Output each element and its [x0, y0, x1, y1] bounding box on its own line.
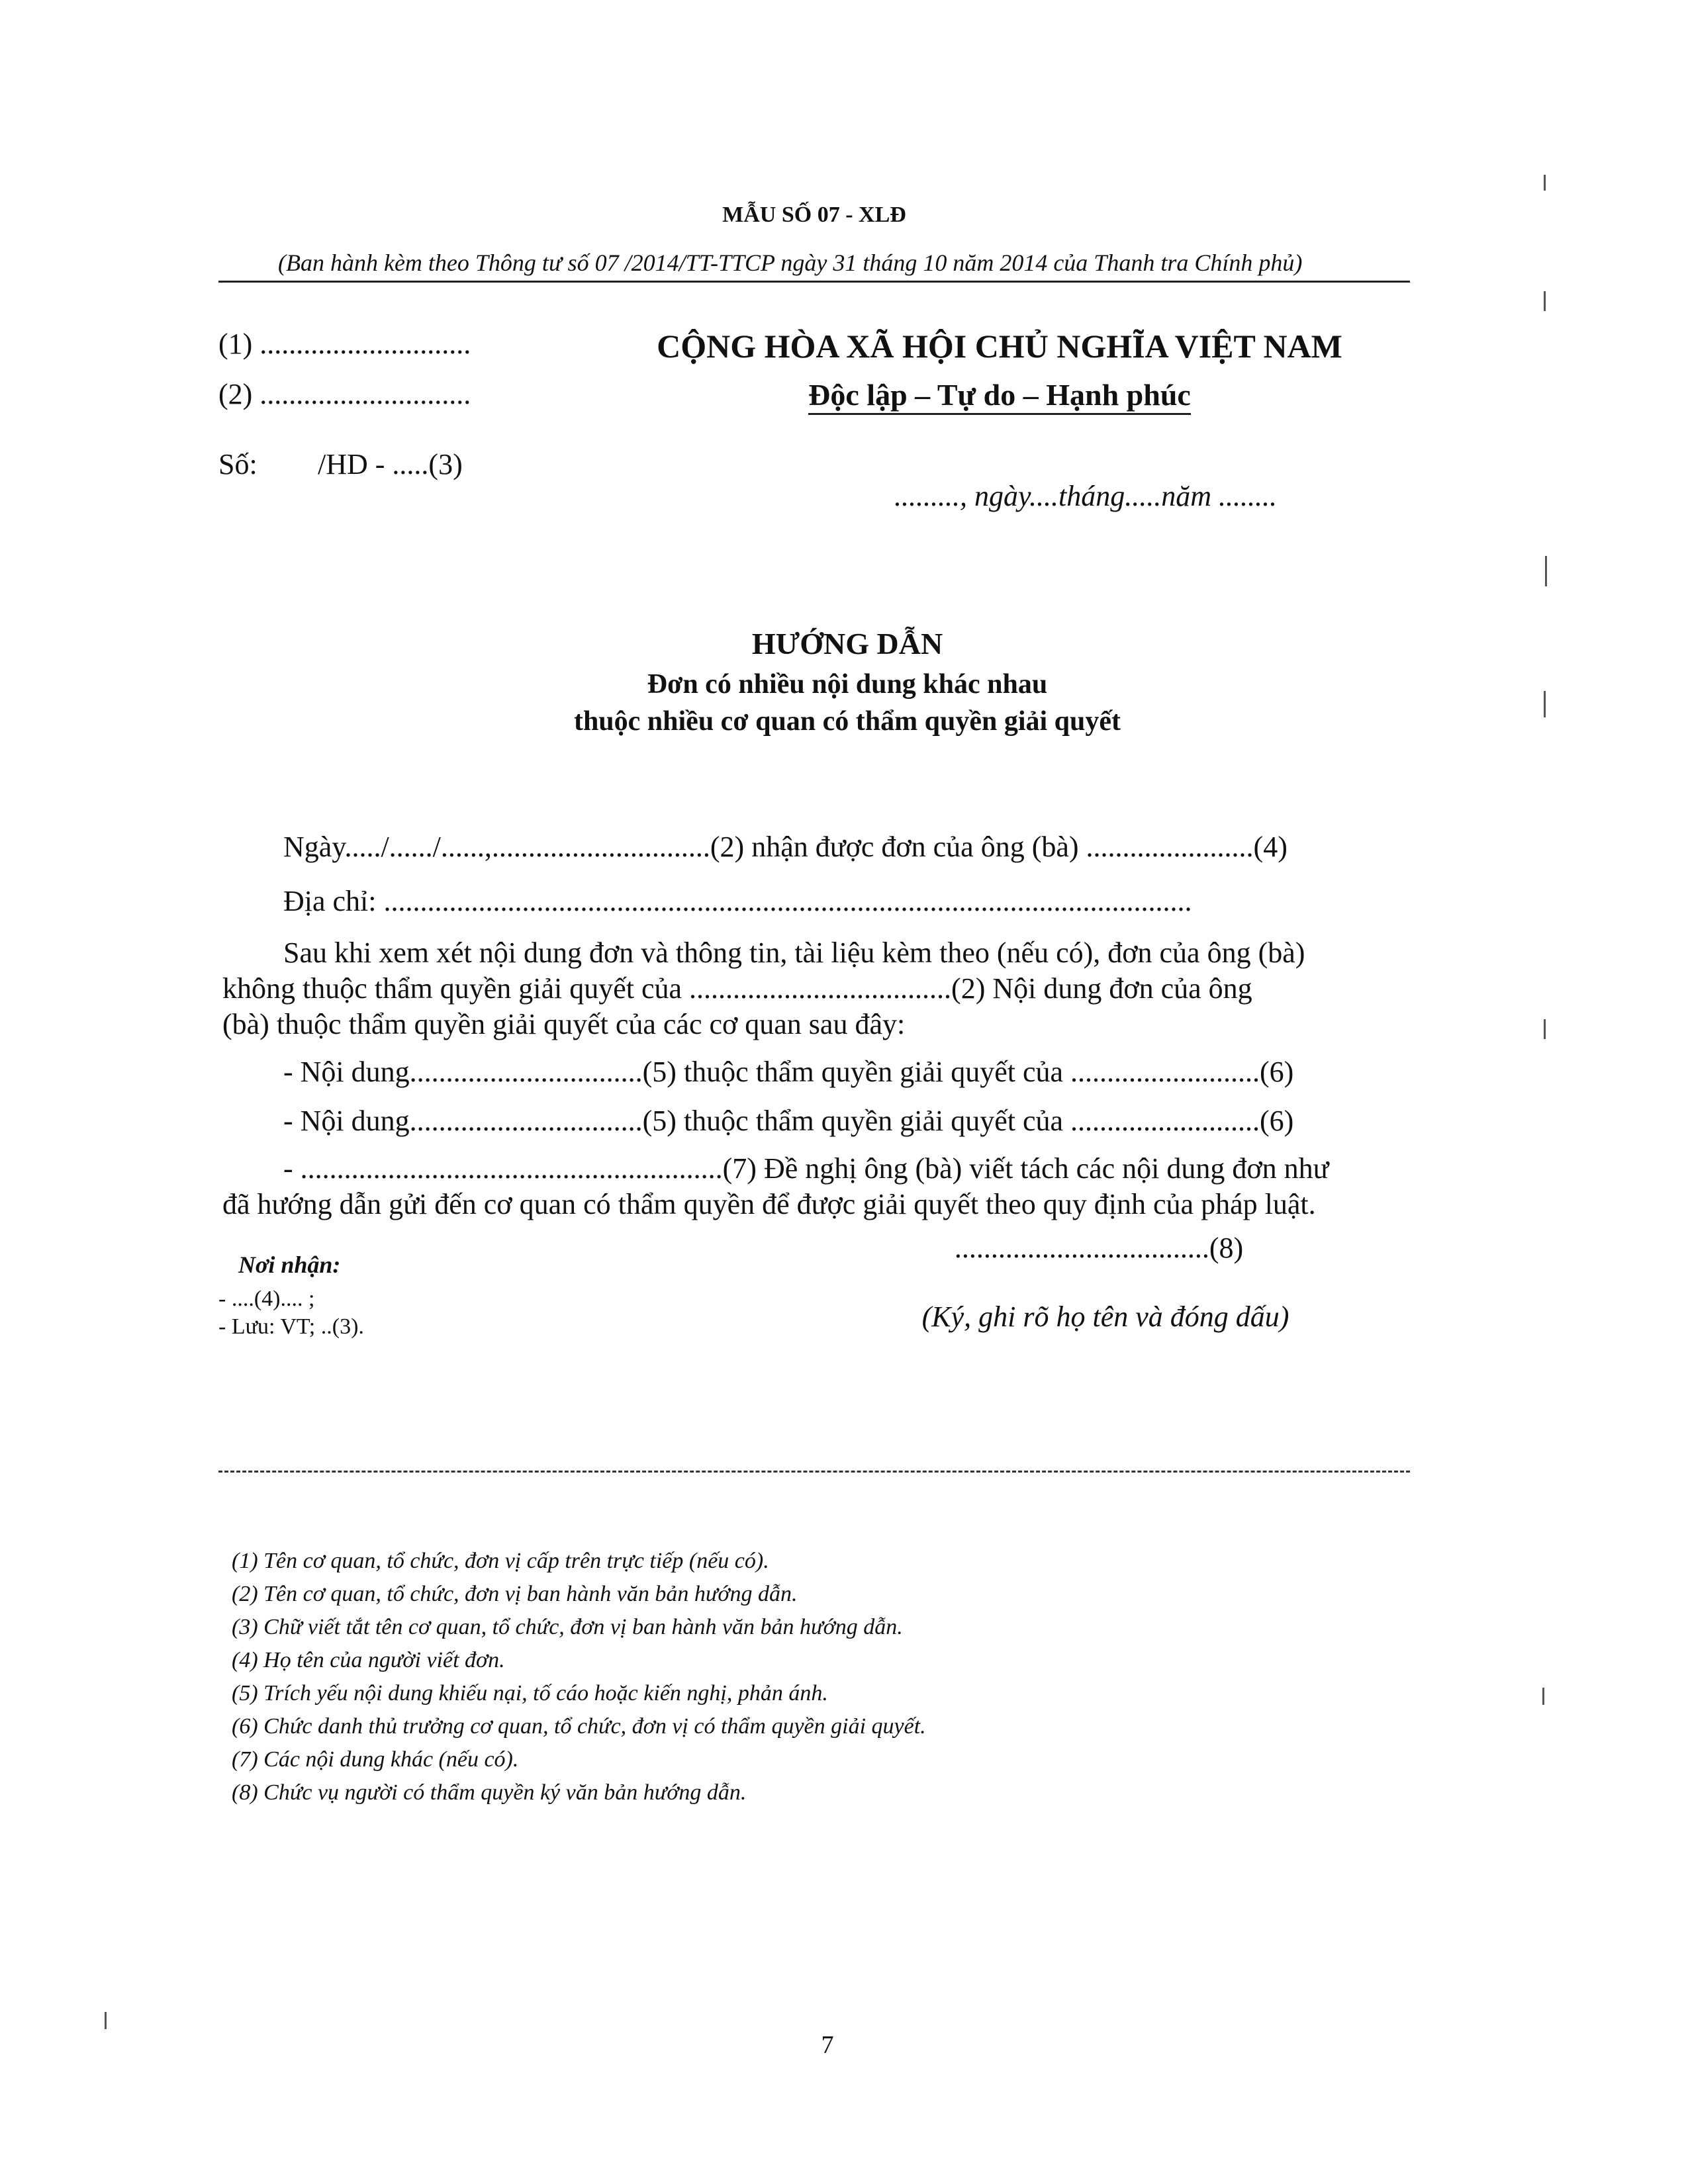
footnote-item: (8) Chức vụ người có thẩm quyền ký văn bản hướng dẫn. — [232, 1780, 747, 1805]
scan-speck — [105, 2012, 107, 2029]
issuance-note: (Ban hành kèm theo Thông tư số 07 /2014/TT-TTCP ngày 31 tháng 10 năm 2014 của Thanh tra Chính phủ) — [278, 250, 1303, 276]
document-number-value: /HD - .....(3) — [318, 448, 463, 480]
content-item-2: - Nội dung................................(5) thuộc thẩm quyền giải quyết của ..........................(6) — [283, 1105, 1294, 1137]
footnote-item: (3) Chữ viết tắt tên cơ quan, tổ chức, đơn vị ban hành văn bản hướng dẫn. — [232, 1615, 903, 1639]
national-motto — [715, 377, 1284, 412]
signature-instruction: (Ký, ghi rõ họ tên và đóng dấu) — [921, 1300, 1289, 1333]
scan-speck — [1544, 175, 1546, 191]
footnote-item: (4) Họ tên của người viết đơn. — [232, 1648, 505, 1672]
agency-issuing-line: (2) ............................. — [218, 378, 471, 410]
scan-speck — [1542, 1688, 1544, 1705]
page-number: 7 — [821, 2031, 834, 2059]
content-item-1: - Nội dung................................(5) thuộc thẩm quyền giải quyết của ..........................(6) — [283, 1056, 1294, 1088]
content-item-3: - ..........................................................(7) Đề nghị ông (bà) viết tách các nội dung đơn như — [283, 1152, 1329, 1185]
footnote-item: (7) Các nội dung khác (nếu có). — [232, 1747, 519, 1772]
document-title: HƯỚNG DẪN — [751, 627, 943, 660]
review-paragraph-line-2: không thuộc thẩm quyền giải quyết của ....................................(2) Nội dung đơn của ông — [222, 972, 1252, 1005]
form-number: MẪU SỐ 07 - XLĐ — [722, 203, 906, 227]
agency-superior-line: (1) ............................. — [218, 328, 471, 360]
footnote-item: (1) Tên cơ quan, tổ chức, đơn vị cấp trên trực tiếp (nếu có). — [232, 1549, 769, 1573]
footnote-item: (6) Chức danh thủ trưởng cơ quan, tổ chức, đơn vị có thẩm quyền giải quyết. — [232, 1714, 926, 1739]
scan-speck — [1544, 1019, 1546, 1039]
signer-title-line: ...................................(8) — [954, 1232, 1244, 1264]
national-title: CỘNG HÒA XÃ HỘI CHỦ NGHĨA VIỆT NAM — [657, 328, 1342, 365]
document-subtitle-1: Đơn có nhiều nội dung khác nhau — [647, 669, 1048, 700]
footnote-divider — [218, 1471, 1410, 1473]
recipient-item: - Lưu: VT; ..(3). — [218, 1314, 364, 1339]
document-number-label: Số: — [218, 448, 258, 480]
review-paragraph-line-3: (bà) thuộc thẩm quyền giải quyết của các cơ quan sau đây: — [222, 1008, 906, 1040]
recipients-heading: Nơi nhận: — [238, 1251, 341, 1278]
footnote-item: (2) Tên cơ quan, tổ chức, đơn vị ban hành văn bản hướng dẫn. — [232, 1582, 798, 1606]
content-item-3-continued: đã hướng dẫn gửi đến cơ quan có thẩm quyền để được giải quyết theo quy định của pháp luật. — [222, 1188, 1316, 1220]
review-paragraph-line-1: Sau khi xem xét nội dung đơn và thông tin, tài liệu kèm theo (nếu có), đơn của ông (bà) — [283, 936, 1305, 969]
date-place-line: ........., ngày....tháng.....năm ........ — [894, 480, 1278, 512]
recipient-item: - ....(4).... ; — [218, 1287, 315, 1311]
scan-speck — [1545, 556, 1547, 586]
motto-text: Độc lập – Tự do – Hạnh phúc — [808, 378, 1191, 415]
scan-speck — [1544, 691, 1546, 717]
scan-speck — [1544, 291, 1546, 311]
received-date-line: Ngày...../....../......,..............................(2) nhận được đơn của ông (bà) .......................(4) — [283, 831, 1288, 863]
footnote-item: (5) Trích yếu nội dung khiếu nại, tố cáo hoặc kiến nghị, phản ánh. — [232, 1681, 828, 1706]
address-line: Địa chỉ: ............................................................................................................... — [283, 885, 1192, 917]
header-rule — [218, 281, 1410, 283]
document-subtitle-2: thuộc nhiều cơ quan có thẩm quyền giải quyết — [573, 706, 1121, 737]
